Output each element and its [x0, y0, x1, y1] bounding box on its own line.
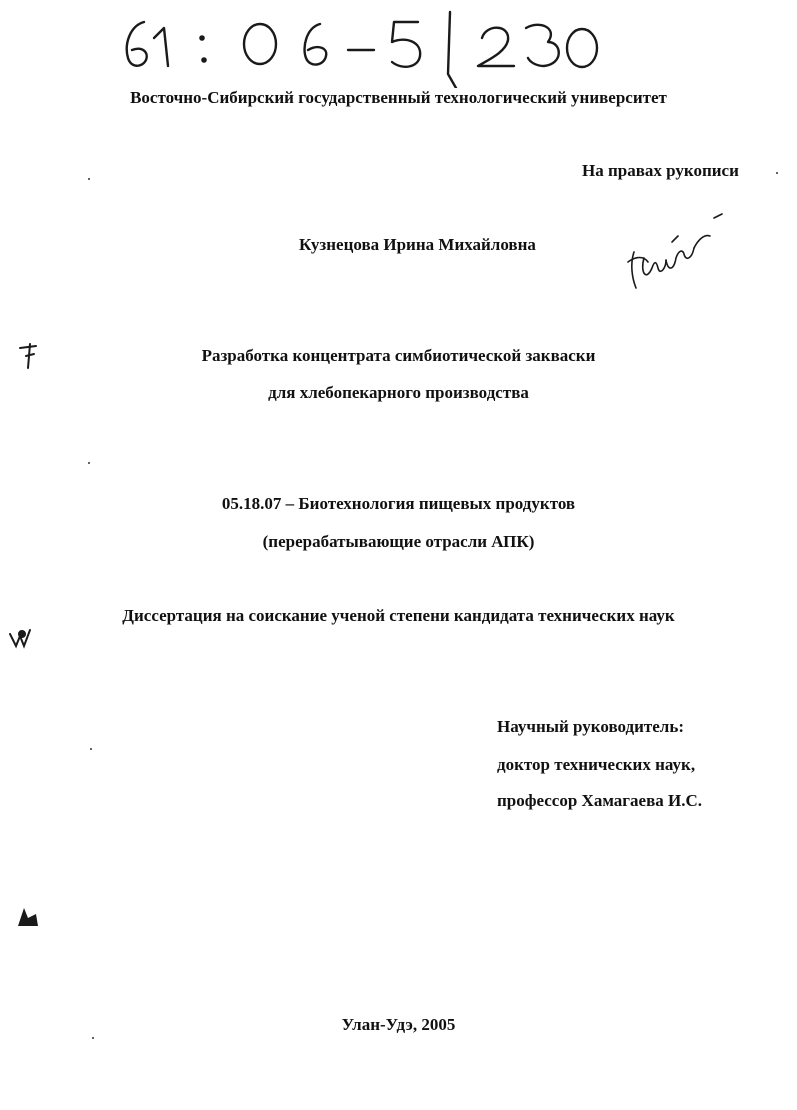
- handwritten-library-code: [112, 8, 612, 88]
- dissertation-title-line-1: Разработка концентрата симбиотической закваски: [201, 346, 596, 365]
- scan-speck: [88, 178, 90, 180]
- scan-speck: [88, 462, 90, 464]
- scan-speck: [776, 172, 778, 174]
- dissertation-degree-statement: Диссертация на соискание ученой степени кандидата технических наук: [122, 606, 675, 625]
- scan-mark-3: [14, 904, 42, 930]
- scan-speck: [92, 1037, 94, 1039]
- place-and-year: Улан-Удэ, 2005: [341, 1015, 456, 1034]
- author-name: Кузнецова Ирина Михайловна: [299, 235, 536, 254]
- scan-mark-2: [6, 624, 34, 652]
- scan-mark-1: [14, 338, 44, 372]
- scan-speck: [90, 748, 92, 750]
- supervisor-degree: доктор технических наук,: [497, 755, 696, 774]
- supervisor-heading: Научный руководитель:: [497, 717, 684, 736]
- supervisor-name: профессор Хамагаева И.С.: [497, 791, 702, 810]
- author-signature: [622, 212, 732, 296]
- university-name: Восточно-Сибирский государственный технологический университет: [130, 88, 667, 107]
- manuscript-rights-label: На правах рукописи: [582, 161, 739, 180]
- specialty-code: 05.18.07 – Биотехнология пищевых продуктов: [221, 494, 576, 513]
- dissertation-title-line-2: для хлебопекарного производства: [268, 383, 529, 402]
- specialty-branch: (перерабатывающие отрасли АПК): [262, 532, 535, 551]
